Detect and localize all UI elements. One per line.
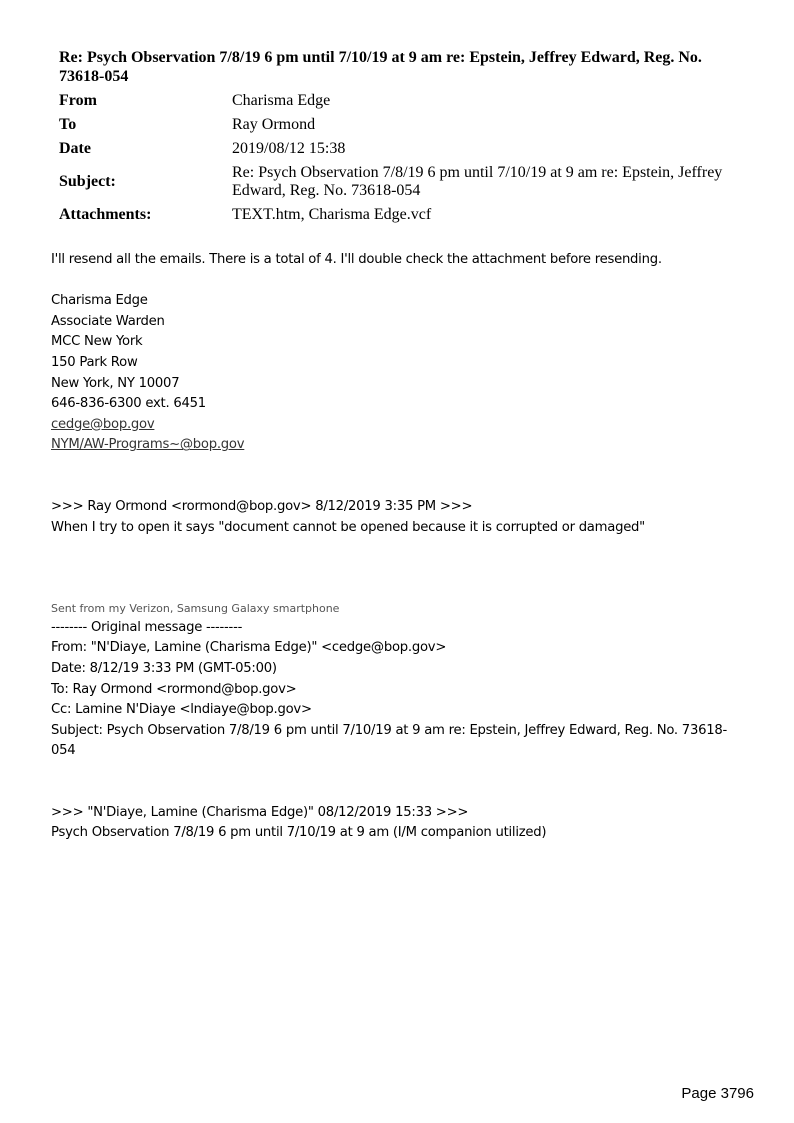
meta-row-to	[59, 113, 749, 137]
original-message-divider: -------- Original message --------	[51, 619, 243, 635]
meta-key: Attachments:	[59, 206, 152, 223]
intro-text: I'll resend all the emails. There is a total of 4. I'll double check the attachment before resending.	[51, 252, 662, 267]
quote2-text: Psych Observation 7/8/19 6 pm until 7/10/19 at 9 am (I/M companion utilized)	[51, 825, 547, 841]
original-date: Date: 8/12/19 3:33 PM (GMT-05:00)	[51, 660, 277, 676]
meta-row-attachments	[59, 203, 749, 227]
original-cc: Cc: Lamine N'Diaye <lndiaye@bop.gov>	[51, 702, 312, 718]
signature-block	[51, 291, 751, 456]
email-metadata-table	[59, 89, 749, 227]
signature-email-link[interactable]: cedge@bop.gov	[51, 416, 155, 432]
meta-value: 2019/08/12 15:38	[232, 140, 346, 157]
original-subject-line1: Subject: Psych Observation 7/8/19 6 pm until 7/10/19 at 9 am re: Epstein, Jeffrey Edward, Reg. No. 73618-	[51, 722, 728, 738]
signature-facility: MCC New York	[51, 334, 143, 350]
quote1-header: >>> Ray Ormond <rormond@bop.gov> 8/12/2019 3:35 PM >>>	[51, 498, 473, 514]
meta-row-subject	[59, 161, 749, 203]
signature-city: New York, NY 10007	[51, 375, 180, 391]
email-header	[59, 48, 749, 227]
signature-title: Associate Warden	[51, 313, 165, 329]
quote2-header: >>> "N'Diaye, Lamine (Charisma Edge)" 08/12/2019 15:33 >>>	[51, 804, 469, 820]
signature-group-link[interactable]: NYM/AW-Programs~@bop.gov	[51, 437, 245, 453]
email-body	[51, 250, 751, 844]
meta-value: TEXT.htm, Charisma Edge.vcf	[232, 206, 432, 223]
meta-value: Charisma Edge	[232, 92, 331, 109]
meta-value: Ray Ormond	[232, 116, 316, 133]
meta-key: Date	[59, 140, 91, 157]
quote1-text: When I try to open it says "document cannot be opened because it is corrupted or damaged"	[51, 519, 645, 535]
sent-from-note: Sent from my Verizon, Samsung Galaxy smartphone	[51, 601, 340, 615]
meta-key: To	[59, 116, 77, 133]
meta-row-date	[59, 137, 749, 161]
spacer	[51, 456, 751, 497]
email-title: Re: Psych Observation 7/8/19 6 pm until 7/10/19 at 9 am re: Epstein, Jeffrey Edward, Reg. No. 73618-054	[59, 49, 702, 85]
original-from: From: "N'Diaye, Lamine (Charisma Edge)" <cedge@bop.gov>	[51, 640, 447, 656]
meta-key: From	[59, 92, 97, 109]
signature-phone: 646-836-6300 ext. 6451	[51, 396, 206, 412]
original-to: To: Ray Ormond <rormond@bop.gov>	[51, 681, 297, 697]
spacer	[51, 538, 751, 579]
meta-row-from	[59, 89, 749, 113]
spacer	[51, 762, 751, 803]
spacer	[51, 579, 751, 600]
page-number: Page 3796	[681, 1085, 754, 1102]
signature-street: 150 Park Row	[51, 354, 138, 370]
signature-name: Charisma Edge	[51, 293, 148, 309]
spacer	[51, 271, 751, 292]
original-subject-line2: 054	[51, 743, 76, 759]
meta-value: Re: Psych Observation 7/8/19 6 pm until 7/10/19 at 9 am re: Epstein, Jeffrey Edward, Reg. No. 73618-054	[232, 164, 723, 199]
meta-key: Subject:	[59, 173, 116, 190]
